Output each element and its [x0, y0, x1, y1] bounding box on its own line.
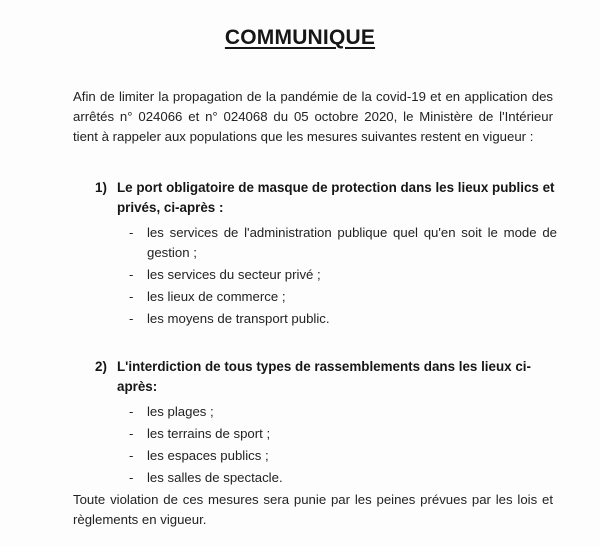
bullet-dash: - — [129, 426, 134, 441]
list-item-text: les moyens de transport public. — [147, 311, 330, 326]
list-item-text: les salles de spectacle. — [147, 470, 283, 485]
list-item-text: les lieux de commerce ; — [147, 289, 286, 304]
bullet-dash: - — [129, 311, 134, 326]
section-heading — [95, 357, 557, 397]
section-heading — [95, 178, 557, 218]
list-item-text: les services de l'administration publique quel qu'en soit le mode de gestion ; — [147, 225, 557, 260]
list-item-text: les services du secteur privé ; — [147, 267, 321, 282]
list-item — [129, 265, 557, 285]
section-heading-text: Le port obligatoire de masque de protection dans les lieux publics et privés, ci-après : — [117, 180, 555, 215]
list-item — [129, 468, 557, 488]
section-gathering-ban — [95, 357, 557, 490]
bullet-dash: - — [129, 289, 134, 304]
document-title: COMMUNIQUE — [224, 26, 376, 49]
list-item-text: les plages ; — [147, 404, 214, 419]
list-item-text: les espaces publics ; — [147, 448, 269, 463]
list-item — [129, 402, 557, 422]
list-item-text: les terrains de sport ; — [147, 426, 271, 441]
list-item — [129, 287, 557, 307]
bullet-dash: - — [129, 470, 134, 485]
section-number: 2) — [95, 359, 107, 374]
list-item — [129, 223, 557, 263]
bullet-dash: - — [129, 404, 134, 419]
section-heading-text: L'interdiction de tous types de rassemblements dans les lieux ci-après: — [117, 359, 531, 394]
section-item-list — [95, 402, 557, 488]
closing-paragraph: Toute violation de ces mesures sera punie par les peines prévues par les lois et règlements en vigueur. — [73, 492, 553, 527]
list-item — [129, 309, 557, 329]
section-number: 1) — [95, 180, 107, 195]
list-item — [129, 446, 557, 466]
section-item-list — [95, 223, 557, 329]
bullet-dash: - — [129, 267, 134, 282]
bullet-dash: - — [129, 225, 134, 240]
list-item — [129, 424, 557, 444]
bullet-dash: - — [129, 448, 134, 463]
intro-paragraph: Afin de limiter la propagation de la pandémie de la covid-19 et en application des arrêtés n° 024066 et n° 024068 du 05 octobre 2020, le Ministère de l'Intérieur tient à rappeler aux populations que les mesures suivantes restent en vigueur : — [73, 89, 553, 144]
section-mask-requirement — [95, 178, 557, 331]
